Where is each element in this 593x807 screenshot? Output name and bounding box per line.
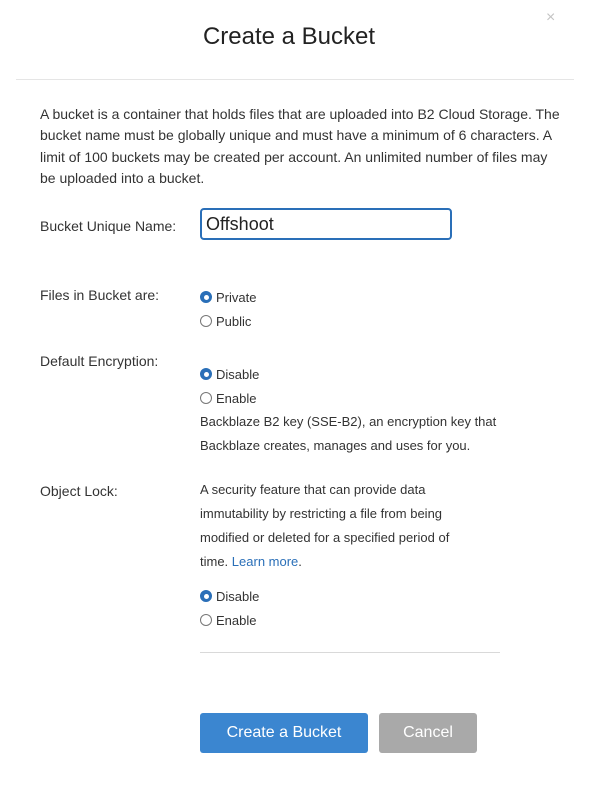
object-lock-desc-line: A security feature that can provide data — [200, 482, 426, 497]
object-lock-desc-line — [200, 550, 449, 574]
object-lock-disable-option[interactable] — [200, 586, 259, 606]
encryption-help-line: Backblaze creates, manages and uses for you. — [200, 438, 471, 453]
intro-text: A bucket is a container that holds files that are uploaded into B2 Cloud Storage. The bucket name must be globally unique and must have a minimum of 6 characters. A limit of 100 buckets may be created per account. An unlimited number of files may be uploaded into a bucket. — [40, 106, 560, 186]
encryption-help-line: Backblaze B2 key (SSE-B2), an encryption key that — [200, 414, 497, 429]
encryption-disable-radio[interactable] — [200, 368, 212, 380]
private-radio-option[interactable] — [200, 287, 256, 307]
bucket-name-input[interactable] — [200, 208, 452, 240]
header-divider — [16, 79, 574, 80]
object-lock-description — [200, 478, 449, 574]
object-lock-disable-radio[interactable] — [200, 590, 212, 602]
private-radio[interactable] — [200, 291, 212, 303]
dialog-title: Create a Bucket — [202, 23, 376, 50]
section-divider — [200, 652, 500, 653]
object-lock-enable-option[interactable] — [200, 610, 256, 630]
encryption-label: Default Encryption: — [40, 353, 159, 369]
object-lock-enable-label: Enable — [216, 612, 257, 628]
object-lock-desc-suffix: . — [298, 554, 302, 569]
bucket-name-label: Bucket Unique Name: — [40, 218, 177, 234]
public-radio[interactable] — [200, 315, 212, 327]
object-lock-enable-radio[interactable] — [200, 614, 212, 626]
learn-more-link[interactable]: Learn more — [231, 554, 299, 569]
cancel-button[interactable]: Cancel — [379, 713, 477, 753]
encryption-enable-radio[interactable] — [200, 392, 212, 404]
object-lock-disable-label: Disable — [216, 588, 260, 604]
create-bucket-button[interactable]: Create a Bucket — [200, 713, 368, 753]
public-radio-label: Public — [216, 313, 252, 329]
encryption-disable-option[interactable] — [200, 364, 259, 384]
private-radio-label: Private — [216, 289, 257, 305]
files-privacy-label: Files in Bucket are: — [40, 287, 160, 303]
object-lock-desc-prefix: time. — [200, 554, 232, 569]
encryption-help-text — [200, 410, 496, 458]
object-lock-desc-line: modified or deleted for a specified period of — [200, 530, 450, 545]
object-lock-label: Object Lock: — [40, 483, 118, 499]
encryption-enable-label: Enable — [216, 390, 257, 406]
close-icon[interactable]: × — [546, 9, 556, 26]
public-radio-option[interactable] — [200, 311, 251, 331]
object-lock-desc-line: immutability by restricting a file from being — [200, 506, 443, 521]
encryption-disable-label: Disable — [216, 366, 260, 382]
encryption-enable-option[interactable] — [200, 388, 256, 408]
